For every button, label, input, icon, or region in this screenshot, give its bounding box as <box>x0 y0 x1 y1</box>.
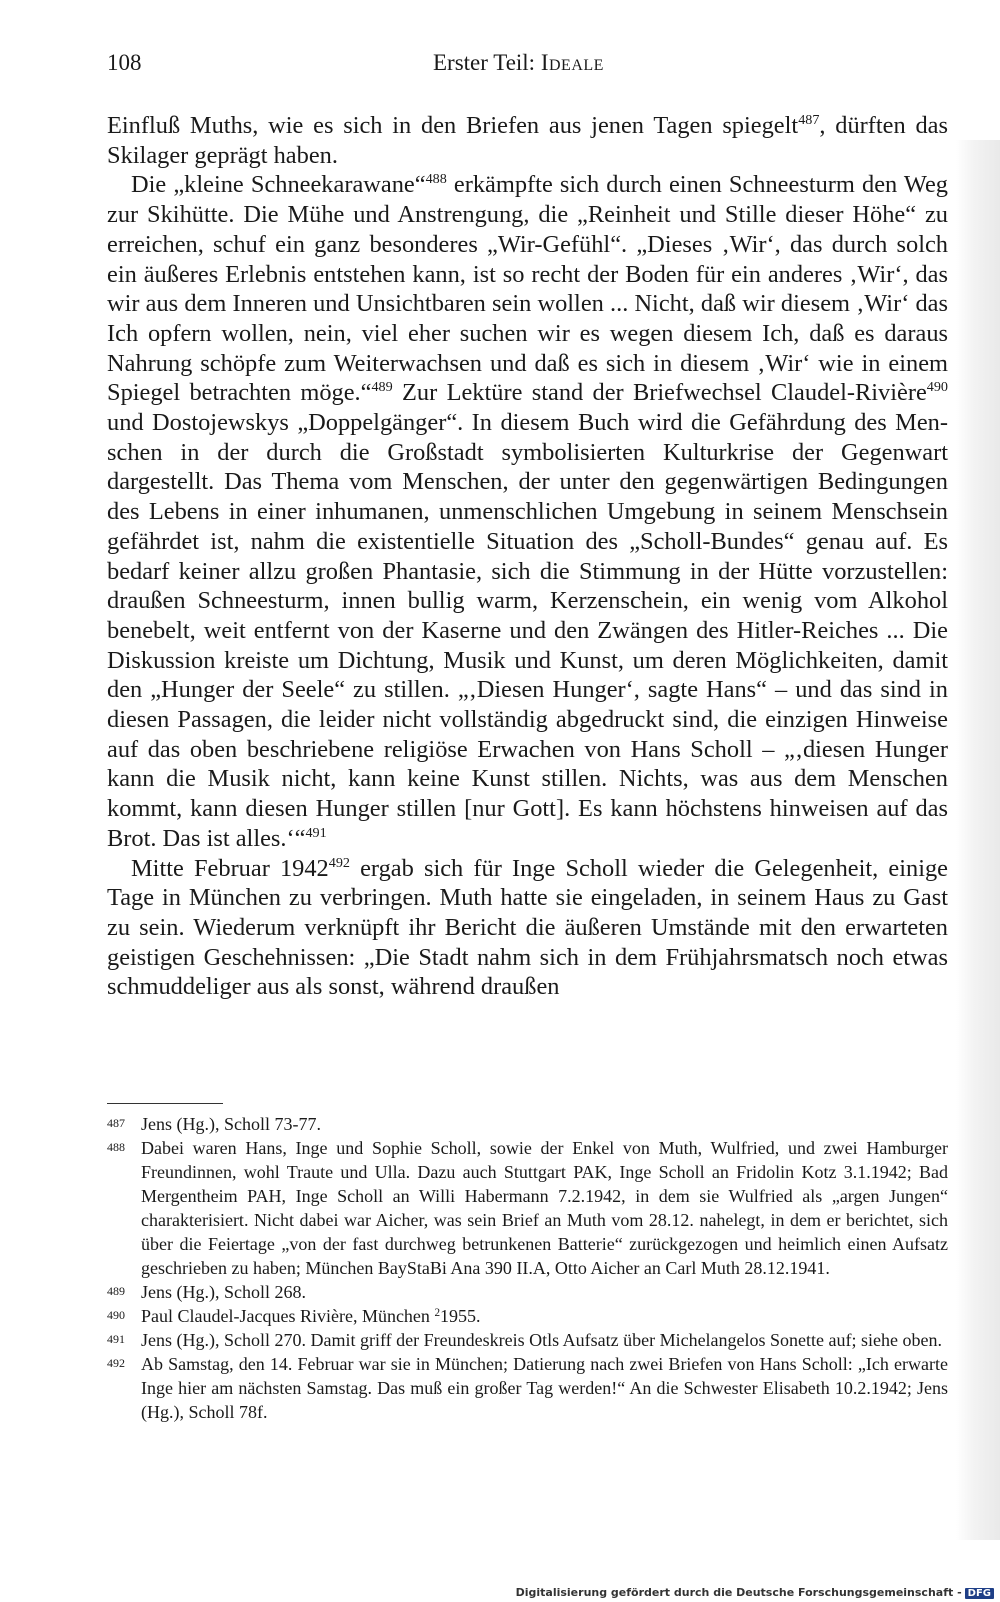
footnote-ref-488: 488 <box>425 171 447 188</box>
footnote-ref-490: 490 <box>926 379 948 396</box>
paragraph-1 <box>107 111 948 170</box>
footnote-separator <box>107 1103 223 1104</box>
running-head <box>433 48 604 78</box>
footnote-number: 491 <box>107 1332 125 1346</box>
footnote-487 <box>107 1112 948 1136</box>
footnote-number: 487 <box>107 1116 125 1130</box>
footnote-488 <box>107 1136 948 1280</box>
footnote-text: Jens (Hg.), Scholl 268. <box>141 1282 306 1302</box>
footnote-number: 488 <box>107 1140 125 1154</box>
page-edge-shadow <box>956 140 1000 1540</box>
footnote-text: Dabei waren Hans, Inge und Sophie Scholl, sowie der Enkel von Muth, Wulfried, und zwei Hamburger Freundinnen, wohl Traute und Ulla. Dazu auch Stuttgart PAK, Inge Scholl an Fridolin Kotz 3.1.1942; Bad Mergentheim PAH, Inge Scholl an Willi Habermann 7.2.1942, in dem sie Wulfried als „argen Jungen“ charakterisiert. Nicht dabei war Aicher, was sein Brief an Muth vom 28.12. nahelegt, in dem er berichtet, sich über die Feiertage „von der fast durchweg betrunkenen Batterie“ zurückgezogen und heimlich einen Aufsatz geschrieben zu haben; München BayStaBi Ana 390 II.A, Otto Aicher an Carl Muth 28.12.1941. <box>141 1138 948 1278</box>
text-run: und Dostojewskys „Doppelgänger“. In diesem Buch wird die Gefährdung des Menschen in der durch die Großstadt symbolisierten Kulturkrise der Gegenwart dargestellt. Das Thema vom Menschen, der unter den gegenwärtigen Bedingungen des Lebens in einer inhumanen, unmenschlichen Umgebung in seinem Menschsein gefährdet ist, nahm die existentielle Situation des „Scholl-Bundes“ genau auf. Es bedarf keiner allzu großen Phantasie, sich die Stimmung in der Hütte vorzustellen: draußen Schneesturm, innen bullig warm, Kerzenschein, ein wenig vom Alkohol benebelt, weit entfernt von der Kaserne und den Zwängen des Hitler-Reiches ... Die Diskussion kreiste um Dichtung, Musik und Kunst, um deren Möglichkeiten, damit den „Hunger der Seele“ zu stillen. „‚Diesen Hunger‘, sagte Hans“ – und das sind in diesen Passagen, die leider nicht vollständig abgedruckt sind, die einzigen Hinweise auf das oben beschriebene religiöse Erwachen von Hans Scholl – „‚diesen Hunger kann die Musik nicht, kann keine Kunst stillen. Nichts, was aus dem Menschen kommt, kann diesen Hunger stillen [nur Gott]. Es kann höchstens hinweisen auf das Brot. Das ist alles.‘“ <box>107 409 948 852</box>
footnote-492 <box>107 1352 948 1424</box>
footnote-ref-492: 492 <box>328 854 350 871</box>
footnote-text: Ab Samstag, den 14. Februar war sie in München; Datierung nach zwei Briefen von Hans Scholl: „Ich erwarte Inge hier am nächsten Samstag. Das muß ein großer Tag werden!“ An die Schwester Elisabeth 10.2.1942; Jens (Hg.), Scholl 78f. <box>141 1354 948 1422</box>
footnote-ref-489: 489 <box>371 379 393 396</box>
text-run: erkämpfte sich durch einen Schneesturm den Weg zur Skihütte. Die Mühe und Anstrengung, die „Reinheit und Stille dieser Höhe“ zu erreichen, schuf ein ganz besonderes „Wir-Gefühl“. „Dieses ‚Wir‘, das durch solch ein äußeres Erlebnis entstehen kann, ist so recht der Boden für ein anderes ‚Wir‘, das wir aus dem Inneren und Unsichtbaren sein wollen ... Nicht, daß wir diesem ‚Wir‘ das Ich opfern wollen, nein, viel eher suchen wir es wegen diesem Ich, daß es daraus Nahrung schöpfe zum Weiterwachsen und daß es sich in diesem ‚Wir‘ wie in einem Spiegel betrachten möge.“ <box>107 171 948 407</box>
dfg-logo: DFG <box>965 1588 994 1599</box>
text-run: , dürften das Skilager geprägt haben. <box>107 112 948 169</box>
page-number: 108 <box>107 50 142 75</box>
running-head-small-caps: Ideale <box>540 50 604 75</box>
footnote-489 <box>107 1280 948 1304</box>
footnote-number: 492 <box>107 1356 125 1370</box>
credit-text: Digitalisierung gefördert durch die Deutsche Forschungsgemeinschaft - <box>515 1586 962 1599</box>
page-header <box>107 48 948 78</box>
footnote-number: 490 <box>107 1308 125 1322</box>
text-run: Die „kleine Schneekarawane“ <box>131 171 426 199</box>
footnote-491 <box>107 1328 948 1352</box>
main-text <box>107 111 948 1002</box>
paragraph-3 <box>107 854 948 1003</box>
edition-superscript: 2 <box>434 1306 441 1319</box>
text-run: Mitte Februar 1942 <box>131 854 329 882</box>
text-run: Einfluß Muths, wie es sich in den Briefen aus jenen Tagen spiegelt <box>107 112 799 139</box>
running-head-part: Erster Teil: <box>433 50 536 75</box>
footnote-490 <box>107 1304 948 1328</box>
paragraph-2 <box>107 170 948 853</box>
footnote-text: Jens (Hg.), Scholl 73-77. <box>141 1114 321 1134</box>
footnotes <box>107 1112 948 1424</box>
footnote-ref-487: 487 <box>798 112 820 129</box>
footnote-ref-491: 491 <box>305 825 327 842</box>
footnote-text: 1955. <box>440 1306 481 1326</box>
footnote-text: Jens (Hg.), Scholl 270. Damit griff der Freundeskreis Otls Aufsatz über Michelangelos Sonette auf; siehe oben. <box>141 1330 942 1350</box>
footnote-text: Paul Claudel-Jacques Rivière, München <box>141 1306 435 1326</box>
text-run: ergab sich für Inge Scholl wieder die Gelegenheit, einige Tage in München zu verbringen. Muth hatte sie eingeladen, in seinem Haus zu Gast zu sein. Wiederum verknüpft ihr Bericht die äußeren Umstände mit den erwarteten geistigen Geschehnissen: „Die Stadt nahm sich in dem Frühjahrsmatsch noch etwas schmuddeliger aus als sonst, während draußen <box>107 854 949 1001</box>
text-run: Zur Lektüre stand der Briefwechsel Claudel-Rivière <box>392 379 927 407</box>
digitization-credit <box>516 1586 994 1599</box>
footnote-number: 489 <box>107 1284 125 1298</box>
